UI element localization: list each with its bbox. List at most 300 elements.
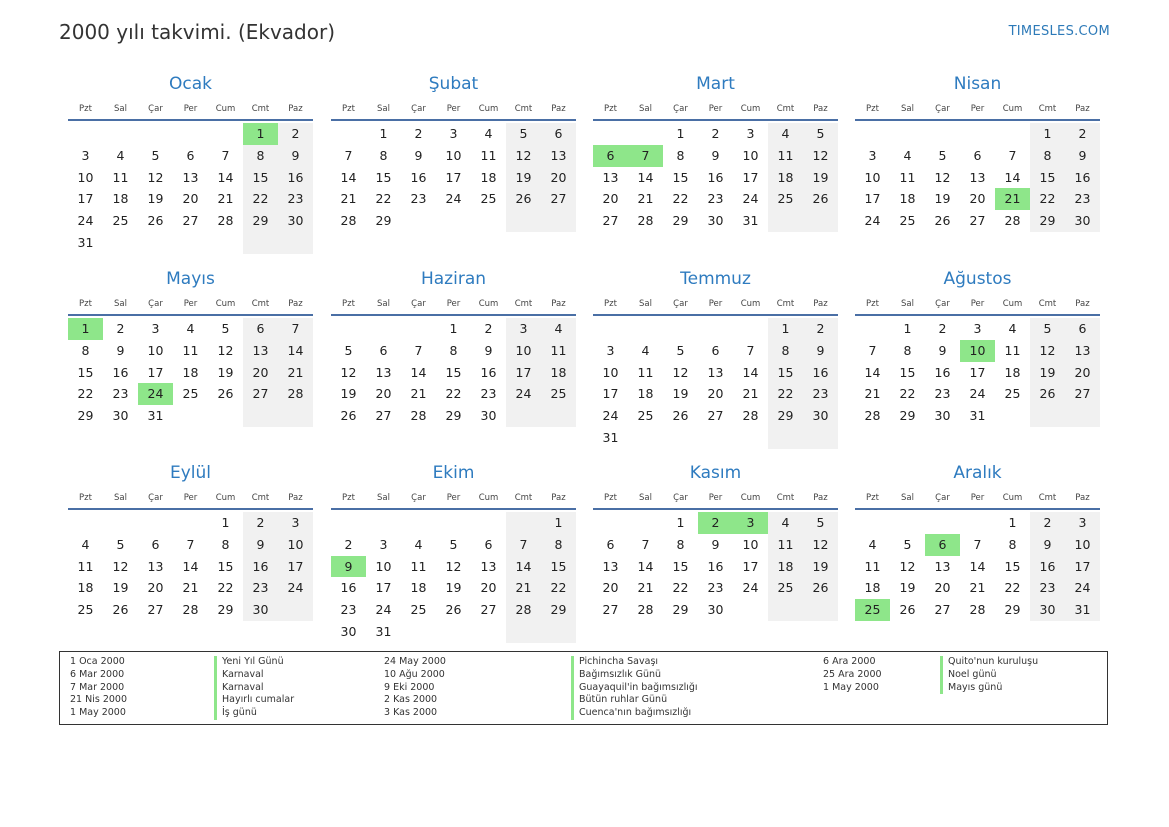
day-cell: 20 (707, 386, 724, 402)
day-cell: 12 (1030, 340, 1065, 362)
day-cell: 8 (379, 147, 388, 163)
empty-cell (506, 512, 541, 534)
day-cell: 3 (81, 147, 90, 163)
empty-cell (103, 123, 138, 145)
day-cell: 13 (707, 364, 724, 380)
day-cell: 7 (746, 342, 755, 358)
site-link[interactable]: TIMESLES.COM (1008, 24, 1110, 39)
day-cell: 12 (445, 558, 462, 574)
weekday-label: Cmt (776, 493, 795, 503)
weekday-label: Per (446, 299, 461, 309)
day-cell: 26 (803, 577, 838, 599)
day-cell: 20 (243, 362, 278, 384)
day-cell: 24 (864, 213, 881, 229)
weekday-label: Sal (639, 493, 652, 503)
day-cell: 11 (1004, 342, 1021, 358)
weekday-label: Çar (148, 493, 163, 503)
day-cell: 26 (112, 602, 129, 618)
weekday-header (68, 490, 313, 510)
day-cell: 7 (641, 536, 650, 552)
empty-cell (138, 123, 173, 145)
day-cell: 19 (934, 191, 951, 207)
day-cell: 19 (899, 580, 916, 596)
day-cell: 15 (217, 558, 234, 574)
day-cell: 21 (217, 191, 234, 207)
weekday-label: Paz (288, 299, 303, 309)
legend-holiday-name: Yeni Yıl Günü (222, 656, 284, 667)
empty-cell (663, 427, 698, 449)
weekday-label: Sal (901, 493, 914, 503)
day-cell: 1 (221, 515, 230, 530)
day-cell: 25 (637, 408, 654, 424)
weekday-label: Per (708, 104, 723, 114)
day-cell: 8 (449, 342, 458, 358)
day-cell: 18 (77, 580, 94, 596)
day-cell: 22 (672, 580, 689, 596)
day-cell: 11 (637, 364, 654, 380)
day-cell: 19 (672, 386, 689, 402)
day-grid (593, 123, 838, 232)
day-cell: 2 (1065, 123, 1100, 145)
day-cell: 20 (480, 580, 497, 596)
day-cell: 18 (899, 191, 916, 207)
day-cell: 24 (602, 408, 619, 424)
legend-dates (70, 656, 127, 720)
day-cell: 21 (340, 191, 357, 207)
day-cell: 22 (541, 577, 576, 599)
weekday-label: Per (183, 104, 198, 114)
legend-date: 1 May 2000 (823, 681, 879, 693)
weekday-label: Sal (901, 104, 914, 114)
day-cell: 11 (182, 342, 199, 358)
day-cell: 1 (379, 126, 388, 141)
day-cell: 28 (340, 213, 357, 229)
empty-cell (208, 123, 243, 145)
day-cell: 18 (768, 167, 803, 189)
day-cell: 26 (803, 188, 838, 210)
day-cell: 27 (1065, 383, 1100, 405)
day-cell: 7 (506, 534, 541, 556)
empty-cell (855, 123, 890, 145)
day-cell: 8 (903, 342, 912, 358)
weekday-label: Per (970, 493, 985, 503)
day-cell: 25 (768, 577, 803, 599)
day-cell: 28 (217, 213, 234, 229)
day-cell: 6 (1065, 318, 1100, 340)
weekday-label: Çar (673, 493, 688, 503)
day-cell: 2 (1030, 512, 1065, 534)
weekday-label: Cum (1002, 493, 1023, 503)
day-cell: 8 (221, 536, 230, 552)
day-cell: 24 (375, 602, 392, 618)
month-5 (68, 267, 313, 427)
day-cell: 10 (375, 558, 392, 574)
month-name: Eylül (169, 463, 212, 483)
legend-date: 1 Oca 2000 (70, 656, 125, 667)
day-cell: 13 (602, 169, 619, 185)
day-cell: 4 (414, 536, 423, 552)
weekday-header (593, 101, 838, 121)
day-cell: 24 (445, 191, 462, 207)
day-cell: 11 (77, 558, 94, 574)
day-cell: 17 (742, 558, 759, 574)
day-cell: 13 (243, 340, 278, 362)
day-cell: 27 (602, 602, 619, 618)
empty-cell (890, 123, 925, 145)
legend-date: 6 Mar 2000 (70, 668, 125, 680)
day-cell: 12 (340, 364, 357, 380)
month-name: Nisan (953, 74, 1002, 94)
day-cell: 29 (217, 602, 234, 618)
day-cell: 23 (480, 386, 497, 402)
empty-cell (103, 232, 138, 254)
day-cell: 23 (707, 580, 724, 596)
weekday-label: Pzt (79, 299, 92, 309)
weekday-label: Per (183, 493, 198, 503)
day-cell: 14 (637, 558, 654, 574)
day-cell: 2 (344, 536, 353, 552)
day-cell: 6 (379, 342, 388, 358)
day-cell: 18 (112, 191, 129, 207)
day-cell: 31 (602, 429, 619, 445)
day-cell: 14 (864, 364, 881, 380)
day-cell: 20 (541, 167, 576, 189)
day-cell: 4 (641, 342, 650, 358)
day-cell: 28 (1004, 213, 1021, 229)
empty-cell (471, 621, 506, 643)
day-cell: 15 (1030, 167, 1065, 189)
day-cell: 21 (182, 580, 199, 596)
weekday-header (593, 296, 838, 316)
weekday-label: Çar (411, 493, 426, 503)
day-cell: 2 (278, 123, 313, 145)
day-cell: 6 (541, 123, 576, 145)
day-cell: 25 (899, 213, 916, 229)
empty-cell (506, 621, 541, 643)
day-cell: 30 (803, 405, 838, 427)
day-cell: 22 (1004, 580, 1021, 596)
day-cell: 20 (969, 191, 986, 207)
day-cell: 28 (864, 408, 881, 424)
day-cell: 16 (112, 364, 129, 380)
empty-cell (1065, 405, 1100, 427)
legend-holiday-name: Hayırlı cumalar (222, 694, 295, 706)
empty-cell (243, 232, 278, 254)
legend-date: 3 Kas 2000 (384, 707, 438, 719)
empty-cell (278, 232, 313, 254)
day-cell: 28 (278, 383, 313, 405)
weekday-label: Pzt (342, 493, 355, 503)
day-cell: 18 (410, 580, 427, 596)
day-cell: 23 (803, 383, 838, 405)
weekday-label: Pzt (866, 104, 879, 114)
day-cell: 9 (711, 536, 720, 552)
legend-names (214, 656, 294, 720)
day-grid (68, 318, 313, 427)
empty-cell (593, 512, 628, 534)
day-cell: 20 (934, 580, 951, 596)
day-grid (593, 512, 838, 621)
day-cell: 3 (278, 512, 313, 534)
day-cell: 14 (506, 556, 541, 578)
day-cell: 1 (903, 321, 912, 336)
day-cell: 26 (340, 408, 357, 424)
day-cell: 8 (1030, 145, 1065, 167)
day-cell: 6 (925, 534, 960, 556)
legend-names (940, 656, 1038, 694)
day-cell: 15 (77, 364, 94, 380)
day-cell: 9 (803, 340, 838, 362)
day-cell: 28 (637, 213, 654, 229)
empty-cell (68, 512, 103, 534)
day-cell: 30 (278, 210, 313, 232)
day-cell: 15 (899, 364, 916, 380)
empty-cell (593, 123, 628, 145)
month-4 (855, 72, 1100, 232)
day-cell: 16 (480, 364, 497, 380)
weekday-label: Cmt (514, 299, 533, 309)
empty-cell (803, 210, 838, 232)
weekday-label: Cum (478, 104, 499, 114)
day-cell: 6 (593, 145, 628, 167)
day-cell: 7 (1008, 147, 1017, 163)
weekday-label: Paz (551, 493, 566, 503)
day-cell: 2 (243, 512, 278, 534)
weekday-label: Paz (551, 299, 566, 309)
weekday-label: Pzt (604, 299, 617, 309)
day-cell: 10 (77, 169, 94, 185)
day-cell: 10 (742, 536, 759, 552)
day-cell: 18 (182, 364, 199, 380)
day-cell: 19 (340, 386, 357, 402)
day-cell: 27 (480, 602, 497, 618)
weekday-label: Pzt (866, 299, 879, 309)
legend-holiday-name: Mayıs günü (948, 681, 1003, 693)
day-grid (855, 512, 1100, 621)
legend-date: 7 Mar 2000 (70, 681, 125, 693)
day-cell: 30 (934, 408, 951, 424)
day-cell: 13 (602, 558, 619, 574)
weekday-label: Sal (639, 104, 652, 114)
day-cell: 29 (375, 213, 392, 229)
day-cell: 21 (637, 580, 654, 596)
day-cell: 19 (147, 191, 164, 207)
day-cell: 29 (445, 408, 462, 424)
day-cell: 4 (1008, 321, 1017, 336)
day-cell: 12 (899, 558, 916, 574)
empty-cell (803, 427, 838, 449)
day-cell: 9 (278, 145, 313, 167)
day-cell: 5 (676, 342, 685, 358)
weekday-label: Çar (411, 299, 426, 309)
day-cell: 3 (973, 321, 982, 336)
day-cell: 10 (960, 340, 995, 362)
empty-cell (925, 123, 960, 145)
legend-date: 2 Kas 2000 (384, 694, 438, 706)
day-cell: 11 (899, 169, 916, 185)
day-cell: 26 (506, 188, 541, 210)
day-cell: 3 (606, 342, 615, 358)
day-cell: 14 (217, 169, 234, 185)
day-cell: 21 (995, 188, 1030, 210)
day-grid (855, 318, 1100, 427)
weekday-label: Paz (288, 493, 303, 503)
day-cell: 31 (969, 408, 986, 424)
day-cell: 1 (68, 318, 103, 340)
weekday-header (68, 101, 313, 121)
empty-cell (698, 427, 733, 449)
day-cell: 3 (379, 536, 388, 552)
day-cell: 6 (151, 536, 160, 552)
weekday-label: Sal (901, 299, 914, 309)
day-cell: 23 (278, 188, 313, 210)
empty-cell (138, 232, 173, 254)
weekday-label: Çar (935, 299, 950, 309)
legend-holiday-name: Karnaval (222, 668, 264, 680)
empty-cell (401, 318, 436, 340)
day-cell: 6 (711, 342, 720, 358)
weekday-label: Paz (813, 299, 828, 309)
month-2 (331, 72, 576, 232)
weekday-label: Sal (377, 299, 390, 309)
day-cell: 15 (243, 167, 278, 189)
legend-date: 6 Ara 2000 (823, 656, 876, 667)
day-cell: 26 (445, 602, 462, 618)
day-cell: 12 (934, 169, 951, 185)
legend-holiday-name: Cuenca'nın bağımsızlığı (579, 707, 692, 719)
legend-date: 21 Nis 2000 (70, 694, 127, 706)
day-grid (593, 318, 838, 449)
day-cell: 30 (480, 408, 497, 424)
month-name: Mart (696, 74, 735, 94)
empty-cell (173, 232, 208, 254)
day-cell: 4 (541, 318, 576, 340)
day-cell: 2 (116, 321, 125, 336)
day-cell: 17 (742, 169, 759, 185)
day-cell: 18 (864, 580, 881, 596)
day-cell: 16 (410, 169, 427, 185)
empty-cell (733, 427, 768, 449)
day-cell: 23 (934, 386, 951, 402)
month-10 (331, 461, 576, 643)
day-cell: 1 (676, 126, 685, 141)
legend-date: 9 Eki 2000 (384, 681, 435, 693)
weekday-label: Paz (813, 493, 828, 503)
day-cell: 29 (541, 599, 576, 621)
day-cell: 26 (934, 213, 951, 229)
day-cell: 8 (81, 342, 90, 358)
day-cell: 1 (1030, 123, 1065, 145)
day-cell: 9 (243, 534, 278, 556)
day-cell: 10 (742, 147, 759, 163)
month-8 (855, 267, 1100, 427)
day-cell: 19 (803, 556, 838, 578)
day-cell: 15 (768, 362, 803, 384)
weekday-header (855, 490, 1100, 510)
day-cell: 4 (768, 123, 803, 145)
day-cell: 14 (278, 340, 313, 362)
month-6 (331, 267, 576, 427)
day-cell: 16 (243, 556, 278, 578)
day-cell: 31 (77, 234, 94, 250)
day-cell: 21 (637, 191, 654, 207)
legend-date: 1 May 2000 (70, 707, 126, 719)
day-cell: 20 (602, 580, 619, 596)
day-cell: 29 (672, 213, 689, 229)
day-cell: 29 (1030, 210, 1065, 232)
weekday-label: Cmt (776, 299, 795, 309)
weekday-label: Sal (377, 104, 390, 114)
day-cell: 24 (969, 386, 986, 402)
day-cell: 6 (186, 147, 195, 163)
month-name: Temmuz (680, 269, 751, 289)
day-cell: 7 (221, 147, 230, 163)
day-cell: 19 (506, 167, 541, 189)
weekday-label: Çar (935, 493, 950, 503)
day-cell: 29 (768, 405, 803, 427)
weekday-label: Paz (1075, 493, 1090, 503)
weekday-label: Pzt (604, 104, 617, 114)
weekday-label: Cum (478, 493, 499, 503)
day-cell: 23 (1030, 577, 1065, 599)
weekday-label: Sal (114, 493, 127, 503)
empty-cell (138, 512, 173, 534)
day-cell: 9 (116, 342, 125, 358)
month-3 (593, 72, 838, 232)
day-cell: 28 (506, 599, 541, 621)
day-cell: 1 (449, 321, 458, 336)
empty-cell (173, 512, 208, 534)
weekday-label: Sal (114, 299, 127, 309)
day-cell: 24 (77, 213, 94, 229)
empty-cell (208, 232, 243, 254)
day-cell: 31 (147, 408, 164, 424)
empty-cell (855, 512, 890, 534)
day-cell: 24 (742, 580, 759, 596)
legend-date: 10 Ağu 2000 (384, 668, 445, 680)
empty-cell (541, 405, 576, 427)
weekday-label: Paz (1075, 104, 1090, 114)
empty-cell (506, 210, 541, 232)
day-cell: 3 (868, 147, 877, 163)
day-cell: 1 (768, 318, 803, 340)
weekday-label: Cum (215, 104, 236, 114)
day-cell: 12 (672, 364, 689, 380)
weekday-label: Paz (1075, 299, 1090, 309)
weekday-label: Cum (740, 104, 761, 114)
empty-cell (278, 599, 313, 621)
day-cell: 1 (676, 515, 685, 530)
day-cell: 7 (344, 147, 353, 163)
day-cell: 30 (243, 599, 278, 621)
weekday-label: Cum (215, 299, 236, 309)
holiday-legend (59, 651, 1108, 725)
legend-holiday-name: Bağımsızlık Günü (579, 668, 662, 680)
day-cell: 24 (506, 383, 541, 405)
day-cell: 27 (541, 188, 576, 210)
day-cell: 7 (186, 536, 195, 552)
empty-cell (541, 621, 576, 643)
day-cell: 22 (899, 386, 916, 402)
day-cell: 9 (1065, 145, 1100, 167)
empty-cell (208, 405, 243, 427)
day-cell: 11 (480, 147, 497, 163)
legend-holiday-name: Karnaval (222, 681, 264, 693)
weekday-label: Cum (478, 299, 499, 309)
day-cell: 16 (340, 580, 357, 596)
day-cell: 9 (938, 342, 947, 358)
day-cell: 4 (768, 512, 803, 534)
